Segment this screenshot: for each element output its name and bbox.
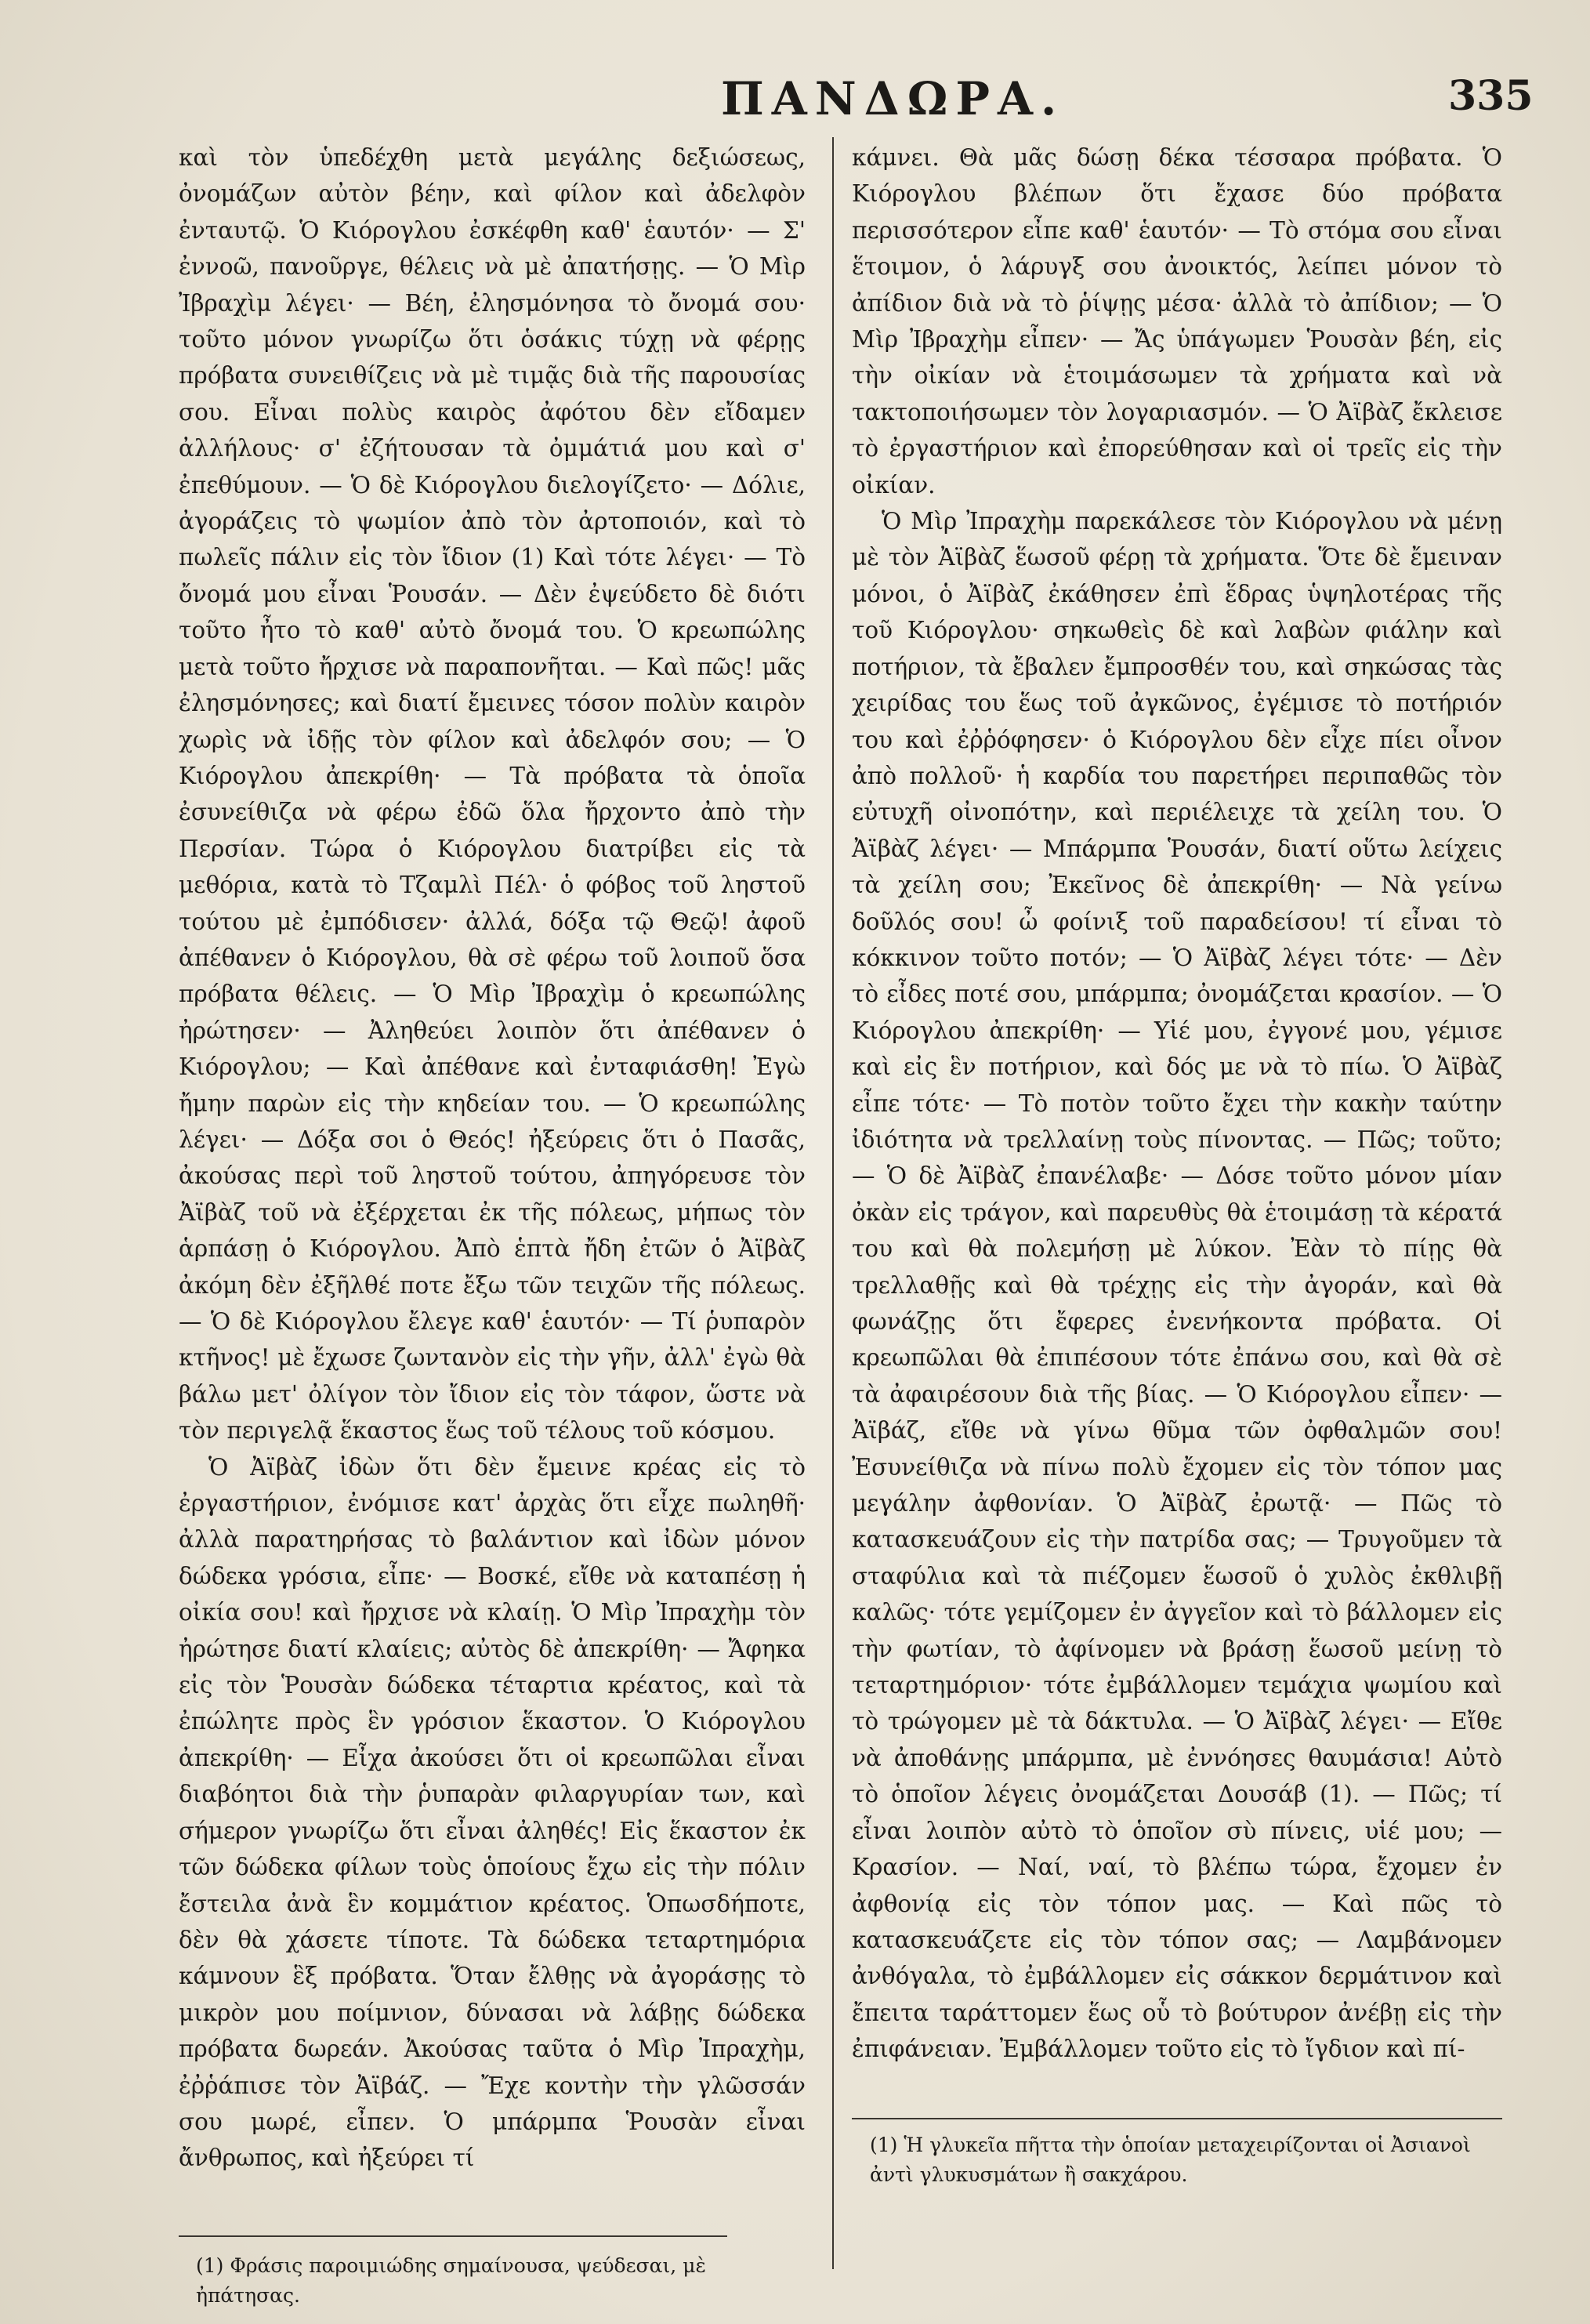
right-column [852,140,1502,2068]
left-column [179,140,806,2177]
left-paragraph-1: καὶ τὸν ὑπεδέχθη μετὰ μεγάλης δεξιώσεως, ὀνομάζων αὐτὸν βέην, καὶ φίλον καὶ ἀδελφὸν ἐνταυτῷ. Ὁ Κιόρογλου ἐσκέφθη καθ' ἑαυτόν· — Σ' ἐννοῶ, πανοῦργε, θέλεις νὰ μὲ ἀπατήσῃς. — Ὁ Μὶρ Ἰβραχὶμ λέγει· — Βέη, ἐλησμόνησα τὸ ὄνομά σου· τοῦτο μόνον γνωρίζω ὅτι ὁσάκις τύχῃ νὰ φέρῃς πρόβατα συνειθίζεις νὰ μὲ τιμᾷς διὰ τῆς παρουσίας σου. Εἶναι πολὺς καιρὸς ἀφότου δὲν εἴδαμεν ἀλλήλους· σ' ἐζήτουσαν τὰ ὀμμάτιά μου καὶ σ' ἐπεθύμουν. — Ὁ δὲ Κιόρογλου διελογίζετο· — Δόλιε, ἀγοράζεις τὸ ψωμίον ἀπὸ τὸν ἀρτοποιόν, καὶ τὸ πωλεῖς πάλιν εἰς τὸν ἴδιον (1) Καὶ τότε λέγει· — Τὸ ὄνομά μου εἶναι Ῥουσάν. — Δὲν ἐψεύδετο δὲ διότι τοῦτο ἦτο τὸ καθ' αὐτὸ ὄνομά του. Ὁ κρεωπώλης μετὰ τοῦτο ἤρχισε νὰ παραπονῆται. — Καὶ πῶς! μᾶς ἐλησμόνησες; καὶ διατί ἔμεινες τόσον πολὺν καιρὸν χωρὶς νὰ ἰδῇς τὸν φίλον καὶ ἀδελφόν σου; — Ὁ Κιόρογλου ἀπεκρίθη· — Τὰ πρόβατα τὰ ὁποῖα ἐσυνείθιζα νὰ φέρω ἐδῶ ὅλα ἤρχοντο ἀπὸ τὴν Περσίαν. Τώρα ὁ Κιόρογλου διατρίβει εἰς τὰ μεθόρια, κατὰ τὸ Τζαμλὶ Πέλ· ὁ φόβος τοῦ ληστοῦ τούτου μὲ ἐμπόδισεν· ἀλλά, δόξα τῷ Θεῷ! ἀφοῦ ἀπέθανεν ὁ Κιόρογλου, θὰ σὲ φέρω τοῦ λοιποῦ ὅσα πρόβατα θέλεις. — Ὁ Μὶρ Ἰβραχὶμ ὁ κρεωπώλης ἠρώτησεν· — Ἀληθεύει λοιπὸν ὅτι ἀπέθανεν ὁ Κιόρογλου; — Καὶ ἀπέθανε καὶ ἐνταφιάσθη! Ἐγὼ ἤμην παρὼν εἰς τὴν κηδείαν του. — Ὁ κρεωπώλης λέγει· — Δόξα σοι ὁ Θεός! ἠξεύρεις ὅτι ὁ Πασᾶς, ἀκούσας περὶ τοῦ ληστοῦ τούτου, ἀπηγόρευσε τὸν Ἀϊβὰζ τοῦ νὰ ἐξέρχεται ἐκ τῆς πόλεως, μήπως τὸν ἁρπάσῃ ὁ Κιόρογλου. Ἀπὸ ἑπτὰ ἤδη ἐτῶν ὁ Ἀϊβὰζ ἀκόμη δὲν ἐξῆλθέ ποτε ἔξω τῶν τειχῶν τῆς πόλεως. — Ὁ δὲ Κιόρογλου ἔλεγε καθ' ἑαυτόν· — Τί ῥυπαρὸν κτῆνος! μὲ ἔχωσε ζωντανὸν εἰς τὴν γῆν, ἀλλ' ἐγὼ θὰ βάλω μετ' ὀλίγον τὸν ἴδιον εἰς τὸν τάφον, ὥστε νὰ τὸν περιγελᾷ ἕκαστος ἕως τοῦ τέλους τοῦ κόσμου. [179,144,806,1445]
left-footnote: (1) Φράσις παροιμιώδης σημαίνουσα, ψεύδεσαι, μὲ ἠπάτησας. [196,2254,706,2307]
page-number: 335 [1448,72,1534,120]
right-footnote-rule [852,2118,1502,2119]
page-header [0,72,1590,143]
running-title: ΠΑΝΔΩΡΑ. [721,72,1065,125]
right-paragraph-1: κάμνει. Θὰ μᾶς δώσῃ δέκα τέσσαρα πρόβατα. Ὁ Κιόρογλου βλέπων ὅτι ἔχασε δύο πρόβατα περισσότερον εἶπε καθ' ἑαυτόν· — Τὸ στόμα σου εἶναι ἕτοιμον, ὁ λάρυγξ σου ἀνοικτός, λείπει μόνον τὸ ἀπίδιον διὰ νὰ τὸ ῥίψῃς μέσα· ἀλλὰ τὸ ἀπίδιον; — Ὁ Μὶρ Ἰβραχὴμ εἶπεν· — Ἄς ὑπάγωμεν Ῥουσὰν βέη, εἰς τὴν οἰκίαν νὰ ἑτοιμάσωμεν τὰ χρήματα καὶ νὰ τακτοποιήσωμεν τὸν λογαριασμόν. — Ὁ Ἀϊβὰζ ἔκλεισε τὸ ἐργαστήριον καὶ ἐπορεύθησαν καὶ οἱ τρεῖς εἰς τὴν οἰκίαν. [852,144,1502,499]
right-footnote: (1) Ἡ γλυκεῖα πῆττα τὴν ὁποίαν μεταχειρίζονται οἱ Ἀσιανοὶ ἀντὶ γλυκυσμάτων ἢ σακχάρου. [870,2134,1471,2186]
column-divider [832,137,834,2269]
right-paragraph-2: Ὁ Μὶρ Ἰπραχὴμ παρεκάλεσε τὸν Κιόρογλου νὰ μένῃ μὲ τὸν Ἀϊβὰζ ἕωσοῦ φέρῃ τὰ χρήματα. Ὅτε δὲ ἔμειναν μόνοι, ὁ Ἀϊβὰζ ἐκάθησεν ἐπὶ ἕδρας ὑψηλοτέρας τῆς τοῦ Κιόρογλου· σηκωθεὶς δὲ καὶ λαβὼν φιάλην καὶ ποτήριον, τὰ ἔβαλεν ἔμπροσθέν του, καὶ σηκώσας τὰς χειρίδας του ἕως τοῦ ἀγκῶνος, ἐγέμισε τὸ ποτήριόν του καὶ ἐῤῥόφησεν· ὁ Κιόρογλου δὲν εἶχε πίει οἶνον ἀπὸ πολλοῦ· ἡ καρδία του παρετήρει περιπαθῶς τὸν εὐτυχῆ οἰνοπότην, καὶ περιέλειχε τὰ χείλη του. Ὁ Ἀϊβὰζ λέγει· — Μπάρμπα Ῥουσάν, διατί οὕτω λείχεις τὰ χείλη σου; Ἐκεῖνος δὲ ἀπεκρίθη· — Νὰ γείνω δοῦλός σου! ὦ φοίνιξ τοῦ παραδείσου! τί εἶναι τὸ κόκκινον τοῦτο ποτόν; — Ὁ Ἀϊβὰζ λέγει τότε· — Δὲν τὸ εἶδες ποτέ σου, μπάρμπα; ὀνομάζεται κρασίον. — Ὁ Κιόρογλου ἀπεκρίθη· — Υἱέ μου, ἐγγονέ μου, γέμισε καὶ εἰς ἓν ποτήριον, καὶ δός με νὰ τὸ πίω. Ὁ Ἀϊβὰζ εἶπε τότε· — Τὸ ποτὸν τοῦτο ἔχει τὴν κακὴν ταύτην ἰδιότητα νὰ τρελλαίνῃ τοὺς πίνοντας. — Πῶς; τοῦτο; — Ὁ δὲ Ἀϊβὰζ ἐπανέλαβε· — Δόσε τοῦτο μόνον μίαν ὀκὰν εἰς τράγον, καὶ παρευθὺς θὰ ἑτοιμάσῃ τὰ κέρατά του καὶ θὰ πολεμήσῃ μὲ λύκον. Ἐὰν τὸ πίῃς θὰ τρελλαθῇς καὶ θὰ τρέχῃς εἰς τὴν ἀγοράν, καὶ θὰ φωνάζῃς ὅτι ἔφερες ἐνενήκοντα πρόβατα. Οἱ κρεωπῶλαι θὰ ἐπιπέσουν τότε ἐπάνω σου, καὶ θὰ σὲ τὰ ἀφαιρέσουν διὰ τῆς βίας. — Ὁ Κιόρογλου εἶπεν· — Ἀϊβάζ, εἴθε νὰ γίνω θῦμα τῶν ὀφθαλμῶν σου! Ἐσυνείθιζα νὰ πίνω πολὺ ἔχομεν εἰς τὸν τόπον μας μεγάλην ἀφθονίαν. Ὁ Ἀϊβὰζ ἐρωτᾷ· — Πῶς τὸ κατασκευάζουν εἰς τὴν πατρίδα σας; — Τρυγοῦμεν τὰ σταφύλια καὶ τὰ πιέζομεν ἕωσοῦ ὁ χυλὸς ἐκθλιβῇ καλῶς· τότε γεμίζομεν ἐν ἀγγεῖον καὶ τὸ βάλλομεν εἰς τὴν φωτίαν, τὸ ἀφίνομεν νὰ βράσῃ ἕωσοῦ μείνῃ τὸ τεταρτημόριον· τότε ἐμβάλλομεν τεμάχια ψωμίου καὶ τὸ τρώγομεν μὲ τὰ δάκτυλα. — Ὁ Ἀϊβὰζ λέγει· — Εἴθε νὰ ἀποθάνῃς μπάρμπα, μὲ ἐννόησες θαυμάσια! Αὐτὸ τὸ ὁποῖον λέγεις ὀνομάζεται Δουσάβ (1). — Πῶς; τί εἶναι λοιπὸν αὐτὸ τὸ ὁποῖον σὺ πίνεις, υἱέ μου; — Κρασίον. — Ναί, ναί, τὸ βλέπω τώρα, ἔχομεν ἐν ἀφθονίᾳ εἰς τὸν τόπον μας. — Καὶ πῶς τὸ κατασκευάζετε εἰς τὸν τόπον σας; — Λαμβάνομεν ἀνθόγαλα, τὸ ἐμβάλλομεν εἰς σάκκον δερμάτινον καὶ ἔπειτα ταράττομεν ἕως οὗ τὸ βούτυρον ἀνέβῃ εἰς τὴν ἐπιφάνειαν. Ἐμβάλλομεν τοῦτο εἰς τὸ ἴγδιον καὶ πί- [852,508,1502,2063]
left-paragraph-2: Ὁ Ἀϊβὰζ ἰδὼν ὅτι δὲν ἔμεινε κρέας εἰς τὸ ἐργαστήριον, ἐνόμισε κατ' ἀρχὰς ὅτι εἶχε πωληθῆ· ἀλλὰ παρατηρήσας τὸ βαλάντιον καὶ ἰδὼν μόνον δώδεκα γρόσια, εἶπε· — Βοσκέ, εἴθε νὰ καταπέσῃ ἡ οἰκία σου! καὶ ἤρχισε νὰ κλαίῃ. Ὁ Μὶρ Ἰπραχὴμ τὸν ἠρώτησε διατί κλαίεις; αὐτὸς δὲ ἀπεκρίθη· — Ἄφηκα εἰς τὸν Ῥουσὰν δώδεκα τέταρτια κρέατος, καὶ τὰ ἐπώλητε πρὸς ἓν γρόσιον ἕκαστον. Ὁ Κιόρογλου ἀπεκρίθη· — Εἶχα ἀκούσει ὅτι οἱ κρεωπῶλαι εἶναι διαβόητοι διὰ τὴν ῥυπαρὰν φιλαργυρίαν των, καὶ σήμερον γνωρίζω ὅτι εἶναι ἀληθές! Εἰς ἕκαστον ἐκ τῶν δώδεκα φίλων τοὺς ὁποίους ἔχω εἰς τὴν πόλιν ἔστειλα ἀνὰ ἓν κομμάτιον κρέατος. Ὁπωσδήποτε, δὲν θὰ χάσετε τίποτε. Τὰ δώδεκα τεταρτημόρια κάμνουν ἓξ πρόβατα. Ὅταν ἔλθῃς νὰ ἀγοράσῃς τὸ μικρὸν μου ποίμνιον, δύνασαι νὰ λάβῃς δώδεκα πρόβατα δωρεάν. Ἀκούσας ταῦτα ὁ Μὶρ Ἰπραχὴμ, ἐῤῥάπισε τὸν Ἀϊβάζ. — Ἔχε κοντὴν τὴν γλῶσσάν σου μωρέ, εἶπεν. Ὁ μπάρμπα Ῥουσὰν εἶναι ἄνθρωπος, καὶ ἠξεύρει τί [179,1453,806,2172]
left-footnote-rule [179,2235,727,2237]
